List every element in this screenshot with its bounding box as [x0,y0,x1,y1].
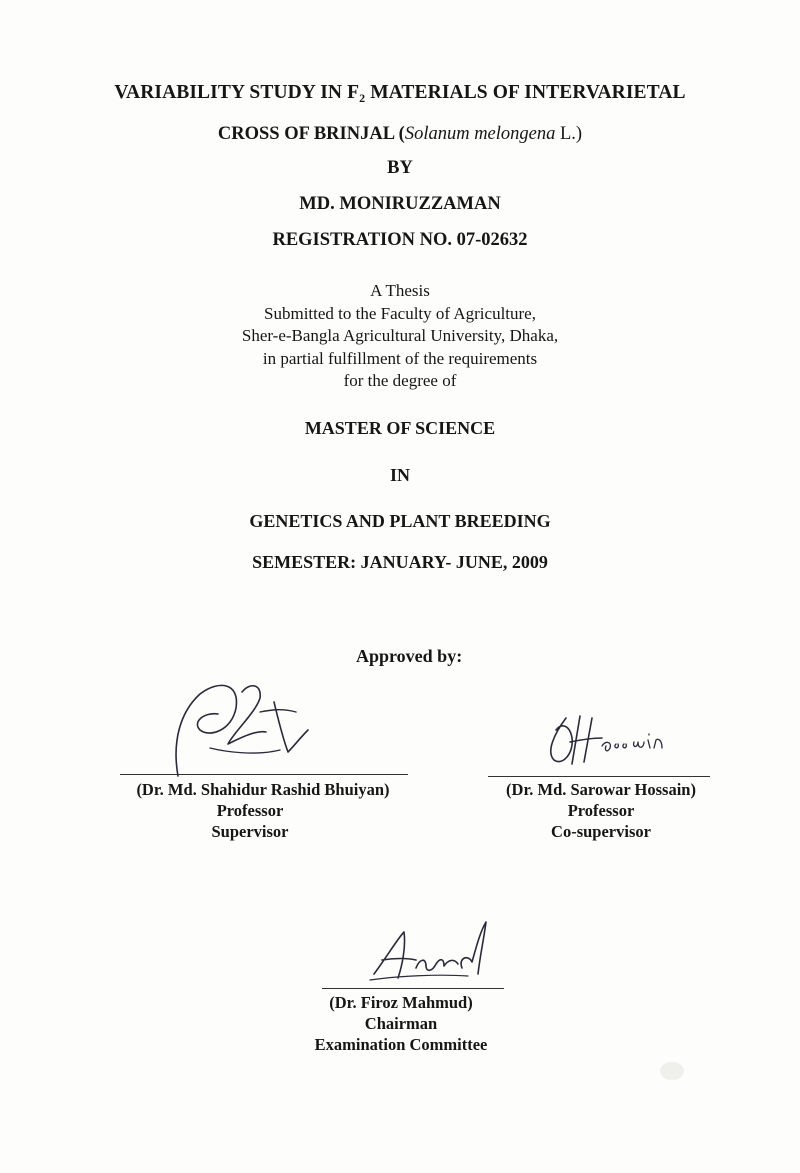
chairman-name: (Dr. Firoz Mahmud) [329,993,473,1012]
title-subscript: 2 [359,91,366,105]
supervisor-signature-line [120,774,408,775]
chairman-signature-line [322,988,504,989]
title-scientific-name: Solanum melongena [404,124,556,144]
title-line-1-prefix: VARIABILITY STUDY IN F [114,82,360,103]
supervisor-rank: Professor [216,801,284,820]
in-label: IN [389,465,410,485]
co-supervisor-rank: Professor [567,801,635,820]
thesis-line: in partial fulfillment of the requirements [262,348,538,368]
co-supervisor-signature-line [488,776,710,777]
co-supervisor-name: (Dr. Md. Sarowar Hossain) [506,780,696,799]
chairman-block [300,992,530,1055]
by-label: BY [387,158,413,178]
co-supervisor-role: Co-supervisor [551,822,651,841]
supervisor-role: Supervisor [211,822,289,841]
degree-name: MASTER OF SCIENCE [304,418,496,438]
paper-stain [660,1062,684,1080]
chairman-rank: Chairman [364,1014,438,1033]
chairman-role: Examination Committee [314,1035,488,1054]
thesis-statement [0,280,800,393]
thesis-line: Submitted to the Faculty of Agriculture, [264,303,536,323]
title-line-2-suffix: L.) [555,124,583,144]
semester-label: SEMESTER: JANUARY- JUNE, 2009 [252,552,548,572]
title-line-1-suffix: MATERIALS OF INTERVARIETAL [365,82,686,103]
title-line-2 [0,124,800,145]
co-supervisor-block [486,779,716,842]
thesis-line: Sher-e-Bangla Agricultural University, Dhaka, [241,326,559,345]
thesis-line: for the degree of [343,371,457,390]
title-line-2-prefix: CROSS OF BRINJAL ( [217,124,405,144]
supervisor-name: (Dr. Md. Shahidur Rashid Bhuiyan) [136,780,390,799]
supervisor-block [108,779,418,842]
department-name: GENETICS AND PLANT BREEDING [249,511,551,531]
title-line-1 [0,82,800,106]
chairman-signature [368,918,498,988]
approved-by-label: Approved by: [356,646,463,666]
supervisor-signature [170,672,320,782]
thesis-line: A Thesis [370,281,430,300]
author-name: MD. MONIRUZZAMAN [299,194,501,214]
co-supervisor-signature [540,712,680,772]
registration-number: REGISTRATION NO. 07-02632 [272,230,528,250]
